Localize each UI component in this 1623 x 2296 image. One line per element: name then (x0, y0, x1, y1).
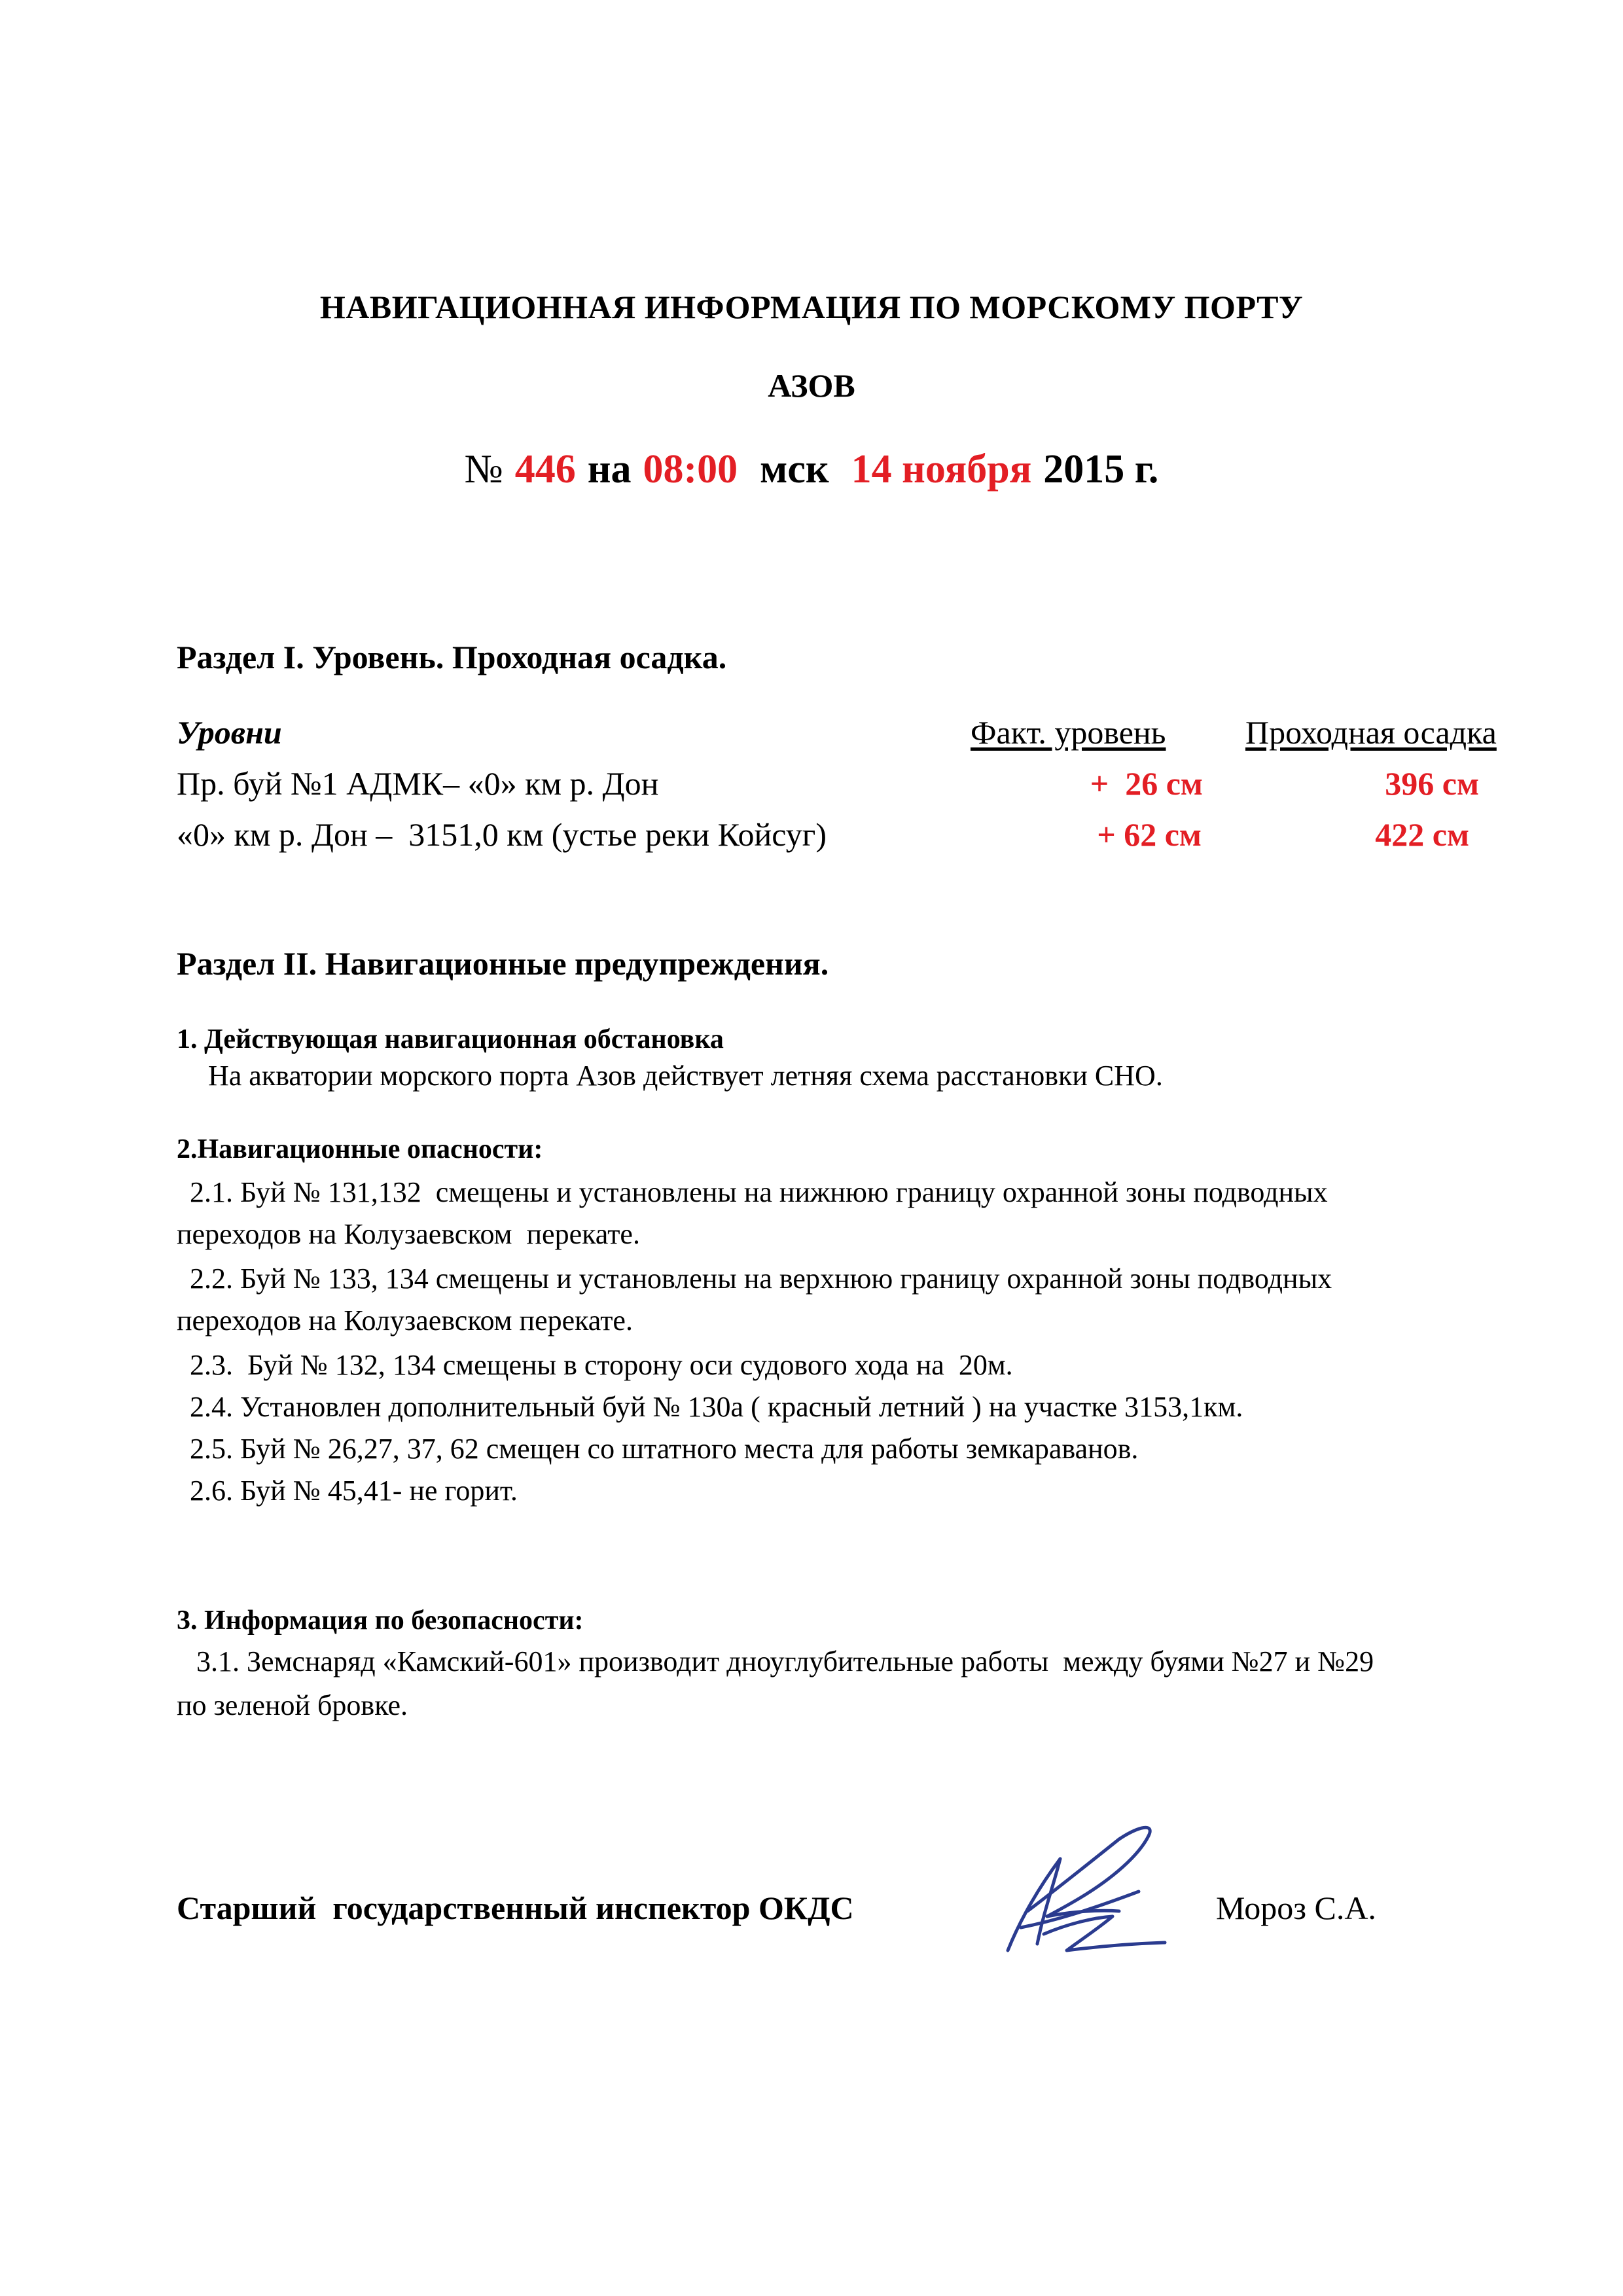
section2-title: Раздел II. Навигационные предупреждения. (177, 945, 829, 982)
hazard-line: переходов на Колузаевском перекате. (177, 1304, 633, 1336)
item2-heading: 2.Навигационные опасности: (177, 1134, 543, 1164)
levels-column-label: Уровни (177, 714, 282, 751)
bulletin-year: 2015 г. (1043, 447, 1159, 492)
fact-level-column-header: Факт. уровень (971, 714, 1166, 751)
item1-heading: 1. Действующая навигационная обстановка (177, 1024, 724, 1054)
safety-line: по зеленой бровке. (177, 1689, 408, 1721)
document-title: НАВИГАЦИОННАЯ ИНФОРМАЦИЯ ПО МОРСКОМУ ПОРТУ (319, 289, 1304, 325)
safety-line: 3.1. Земснаряд «Камский-601» производит дноуглубительные работы между буями №27 и №29 (196, 1645, 1374, 1677)
signer-name: Мороз С.А. (1216, 1890, 1376, 1926)
level-row-fact: + 26 см (1090, 765, 1203, 802)
bulletin-number: 446 (514, 447, 576, 492)
hazard-line: 2.6. Буй № 45,41- не горит. (190, 1475, 518, 1507)
bulletin-time: 08:00 (643, 447, 738, 492)
level-row-name: Пр. буй №1 АДМК– «0» км р. Дон (177, 765, 659, 802)
level-row-draft: 422 см (1375, 816, 1469, 853)
item1-text: На акватории морского порта Азов действует летняя схема расстановки СНО. (208, 1060, 1163, 1092)
item3-heading: 3. Информация по безопасности: (177, 1605, 584, 1636)
bulletin-date: 14 ноября (851, 447, 1032, 492)
hazard-line: 2.4. Установлен дополнительный буй № 130а ( красный летний ) на участке 3153,1км. (190, 1391, 1243, 1423)
hazard-line: 2.2. Буй № 133, 134 смещены и установлены на верхнюю границу охранной зоны подводных (190, 1263, 1332, 1295)
number-sign: № (464, 447, 503, 492)
hazard-line: 2.3. Буй № 132, 134 смещены в сторону оси судового хода на 20м. (190, 1349, 1013, 1381)
hazard-line: 2.5. Буй № 26,27, 37, 62 смещен со штатного места для работы земкараванов. (190, 1433, 1139, 1465)
signer-title: Старший государственный инспектор ОКДС (177, 1890, 854, 1926)
on-word: на (587, 447, 632, 492)
draft-column-header: Проходная осадка (1245, 714, 1497, 751)
level-row-name: «0» км р. Дон – 3151,0 км (устье реки Койсуг) (177, 816, 827, 853)
handwritten-signature (982, 1813, 1178, 1970)
bulletin-line (0, 446, 1623, 493)
hazard-line: 2.1. Буй № 131,132 смещены и установлены на нижнюю границу охранной зоны подводных (190, 1176, 1328, 1208)
timezone: мск (760, 447, 829, 492)
level-row-draft: 396 см (1385, 765, 1479, 802)
level-row-fact: + 62 см (1097, 816, 1202, 853)
port-name: АЗОВ (768, 367, 855, 404)
hazard-line: переходов на Колузаевском перекате. (177, 1218, 640, 1250)
section1-title: Раздел I. Уровень. Проходная осадка. (177, 639, 727, 675)
